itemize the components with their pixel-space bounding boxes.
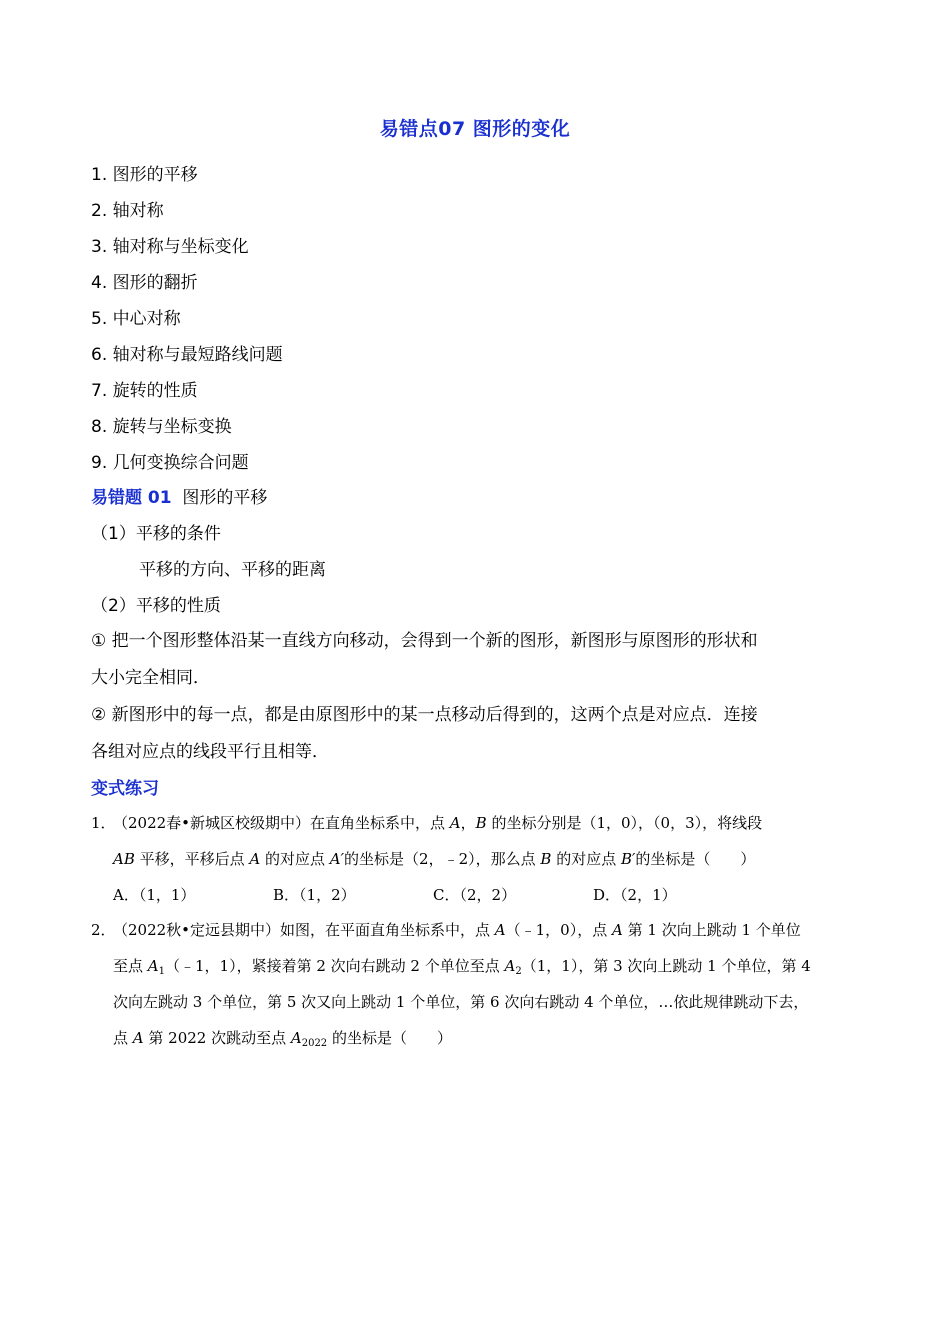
paragraph-line: 大小完全相同．	[91, 668, 210, 688]
math-var: A	[249, 850, 261, 868]
question-line	[91, 805, 871, 841]
question-line	[91, 1020, 871, 1056]
question-text: （2022秋•定远县期中）如图，在平面直角坐标系中，点	[113, 921, 495, 939]
subscript: 2022	[301, 1038, 328, 1049]
topic-item: 2. 轴对称	[91, 201, 164, 221]
question-text: （2022春•新城区校级期中）在直角坐标系中，点	[113, 814, 450, 832]
math-var: A′	[329, 850, 345, 868]
property-paragraph-1	[91, 623, 861, 697]
math-var: A	[147, 957, 159, 975]
topic-item: 6. 轴对称与最短路线问题	[91, 345, 283, 365]
question-text: （﹣1，0），点	[505, 921, 612, 939]
option-b[interactable]: B．（1，2）	[273, 886, 356, 904]
question-text: （1，1），第 3 次向上跳动 1 个单位，第 4	[521, 957, 811, 975]
subscript: 2	[515, 966, 522, 977]
topic-list	[91, 163, 283, 487]
topic-item: 9. 几何变换综合问题	[91, 453, 249, 473]
section-heading	[91, 486, 267, 510]
condition-text: 平移的方向、平移的距离	[139, 560, 326, 580]
question-line	[91, 948, 871, 984]
topic-item: 4. 图形的翻折	[91, 273, 198, 293]
subscript: 1	[158, 966, 165, 977]
math-var: B	[475, 814, 487, 832]
paragraph-line: ② 新图形中的每一点，都是由原图形中的某一点移动后得到的，这两个点是对应点．连接	[91, 705, 758, 725]
question-text: 的对应点	[551, 850, 621, 868]
question-text: 的坐标是（2，﹣2），那么点	[344, 850, 541, 868]
question-text: 的坐标是（ ）	[327, 1029, 452, 1047]
question-text: 的对应点	[260, 850, 330, 868]
property-paragraph-2	[91, 697, 861, 771]
section-title: 图形的平移	[182, 488, 268, 508]
question-line	[91, 912, 871, 948]
topic-item: 8. 旋转与坐标变换	[91, 417, 232, 437]
option-a[interactable]: A．（1，1）	[113, 886, 196, 904]
math-var: B	[540, 850, 552, 868]
math-var: A	[290, 1029, 302, 1047]
question-text: 点	[113, 1029, 133, 1047]
question-text: 至点	[113, 957, 148, 975]
answer-options	[91, 877, 871, 913]
topic-item: 1. 图形的平移	[91, 165, 198, 185]
question-number: 2．	[91, 921, 116, 939]
question-text: ，	[460, 814, 476, 832]
math-var: B′	[620, 850, 636, 868]
question-number: 1．	[91, 814, 116, 832]
math-var: A	[612, 921, 623, 939]
math-var: A	[449, 814, 461, 832]
topic-item: 7. 旋转的性质	[91, 381, 198, 401]
math-var: AB	[113, 850, 135, 868]
question-line	[91, 841, 871, 877]
question-2	[91, 912, 871, 1056]
section-label: 易错题 01	[91, 488, 172, 508]
math-var: A	[504, 957, 516, 975]
question-text: 第 2022 次跳动至点	[143, 1029, 291, 1047]
math-var: A	[132, 1029, 144, 1047]
topic-item: 5. 中心对称	[91, 309, 181, 329]
paragraph-line: ① 把一个图形整体沿某一直线方向移动，会得到一个新的图形，新图形与原图形的形状和	[91, 631, 758, 651]
math-var: A	[494, 921, 506, 939]
topic-item: 3. 轴对称与坐标变化	[91, 237, 249, 257]
subheading-condition: （1）平移的条件	[91, 524, 221, 544]
page-title: 易错点07 图形的变化	[379, 118, 571, 140]
question-text: 第 1 次向上跳动 1 个单位	[622, 921, 801, 939]
paragraph-line: 各组对应点的线段平行且相等．	[91, 742, 329, 762]
practice-heading: 变式练习	[91, 779, 159, 799]
question-text: 的坐标是（ ）	[635, 850, 756, 868]
option-c[interactable]: C．（2，2）	[433, 886, 517, 904]
question-text: （﹣1，1），紧接着第 2 次向右跳动 2 个单位至点	[165, 957, 505, 975]
question-text: 平移，平移后点	[134, 850, 250, 868]
question-text: 的坐标分别是（1，0），（0，3），将线段	[486, 814, 763, 832]
question-1	[91, 805, 871, 913]
option-d[interactable]: D．（2，1）	[593, 886, 677, 904]
question-line: 次向左跳动 3 个单位，第 5 次又向上跳动 1 个单位，第 6 次向右跳动 4 个单位，…依此规律跳动下去，	[113, 993, 809, 1011]
subheading-property: （2）平移的性质	[91, 596, 221, 616]
